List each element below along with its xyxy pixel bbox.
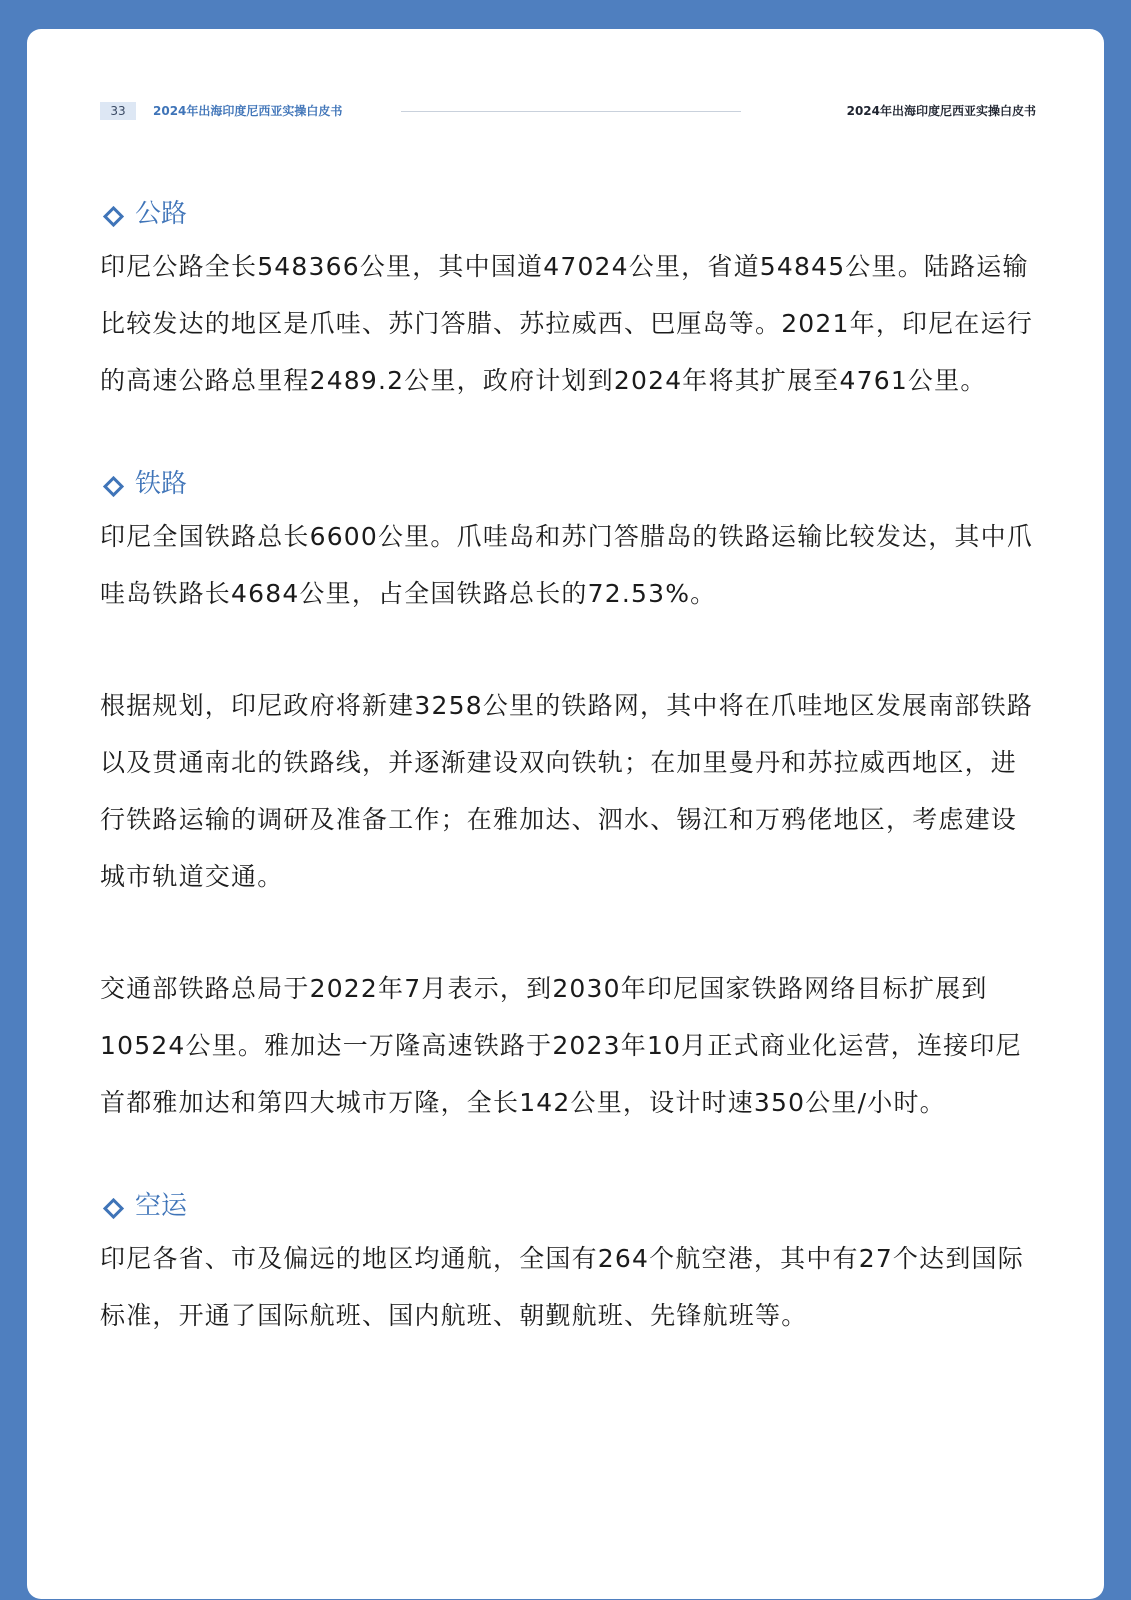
section-title: 铁路 <box>135 469 188 499</box>
section-heading-railway <box>100 464 1036 508</box>
section-heading-road <box>100 194 1036 238</box>
diamond-bullet-icon <box>103 1198 124 1219</box>
header-left-title: 2024年出海印度尼西亚实操白皮书 <box>153 104 343 118</box>
diamond-bullet-icon <box>103 206 124 227</box>
paragraph-air-1: 印尼各省、市及偏远的地区均通航，全国有264个航空港，其中有27个达到国际标准，开通了国际航班、国内航班、朝觐航班、先锋航班等。 <box>100 1244 1024 1330</box>
paragraph-railway-1: 印尼全国铁路总长6600公里。爪哇岛和苏门答腊岛的铁路运输比较发达，其中爪哇岛铁路长4684公里，占全国铁路总长的72.53%。 <box>100 522 1034 608</box>
paragraph-railway-3: 交通部铁路总局于2022年7月表示，到2030年印尼国家铁路网络目标扩展到10524公里。雅加达一万隆高速铁路于2023年10月正式商业化运营，连接印尼首都雅加达和第四大城市万隆，全长142公里，设计时速350公里/小时。 <box>100 974 1022 1117</box>
section-heading-air <box>100 1186 1036 1230</box>
paragraph-road-1: 印尼公路全长548366公里，其中国道47024公里，省道54845公里。陆路运输比较发达的地区是爪哇、苏门答腊、苏拉威西、巴厘岛等。2021年，印尼在运行的高速公路总里程2489.2公里，政府计划到2024年将其扩展至4761公里。 <box>100 252 1034 395</box>
paragraph-railway-2: 根据规划，印尼政府将新建3258公里的铁路网，其中将在爪哇地区发展南部铁路以及贯通南北的铁路线，并逐渐建设双向铁轨；在加里曼丹和苏拉威西地区，进行铁路运输的调研及准备工作；在雅加达、泗水、锡江和万鸦佬地区，考虑建设城市轨道交通。 <box>100 691 1034 891</box>
section-title: 公路 <box>135 199 188 229</box>
page-content <box>100 194 1036 1344</box>
header-divider <box>401 111 741 112</box>
page-number: 33 <box>100 102 136 120</box>
document-page <box>27 29 1104 1599</box>
page-header <box>100 101 1036 123</box>
diamond-bullet-icon <box>103 476 124 497</box>
header-right-title: 2024年出海印度尼西亚实操白皮书 <box>846 104 1036 118</box>
section-title: 空运 <box>135 1191 188 1221</box>
